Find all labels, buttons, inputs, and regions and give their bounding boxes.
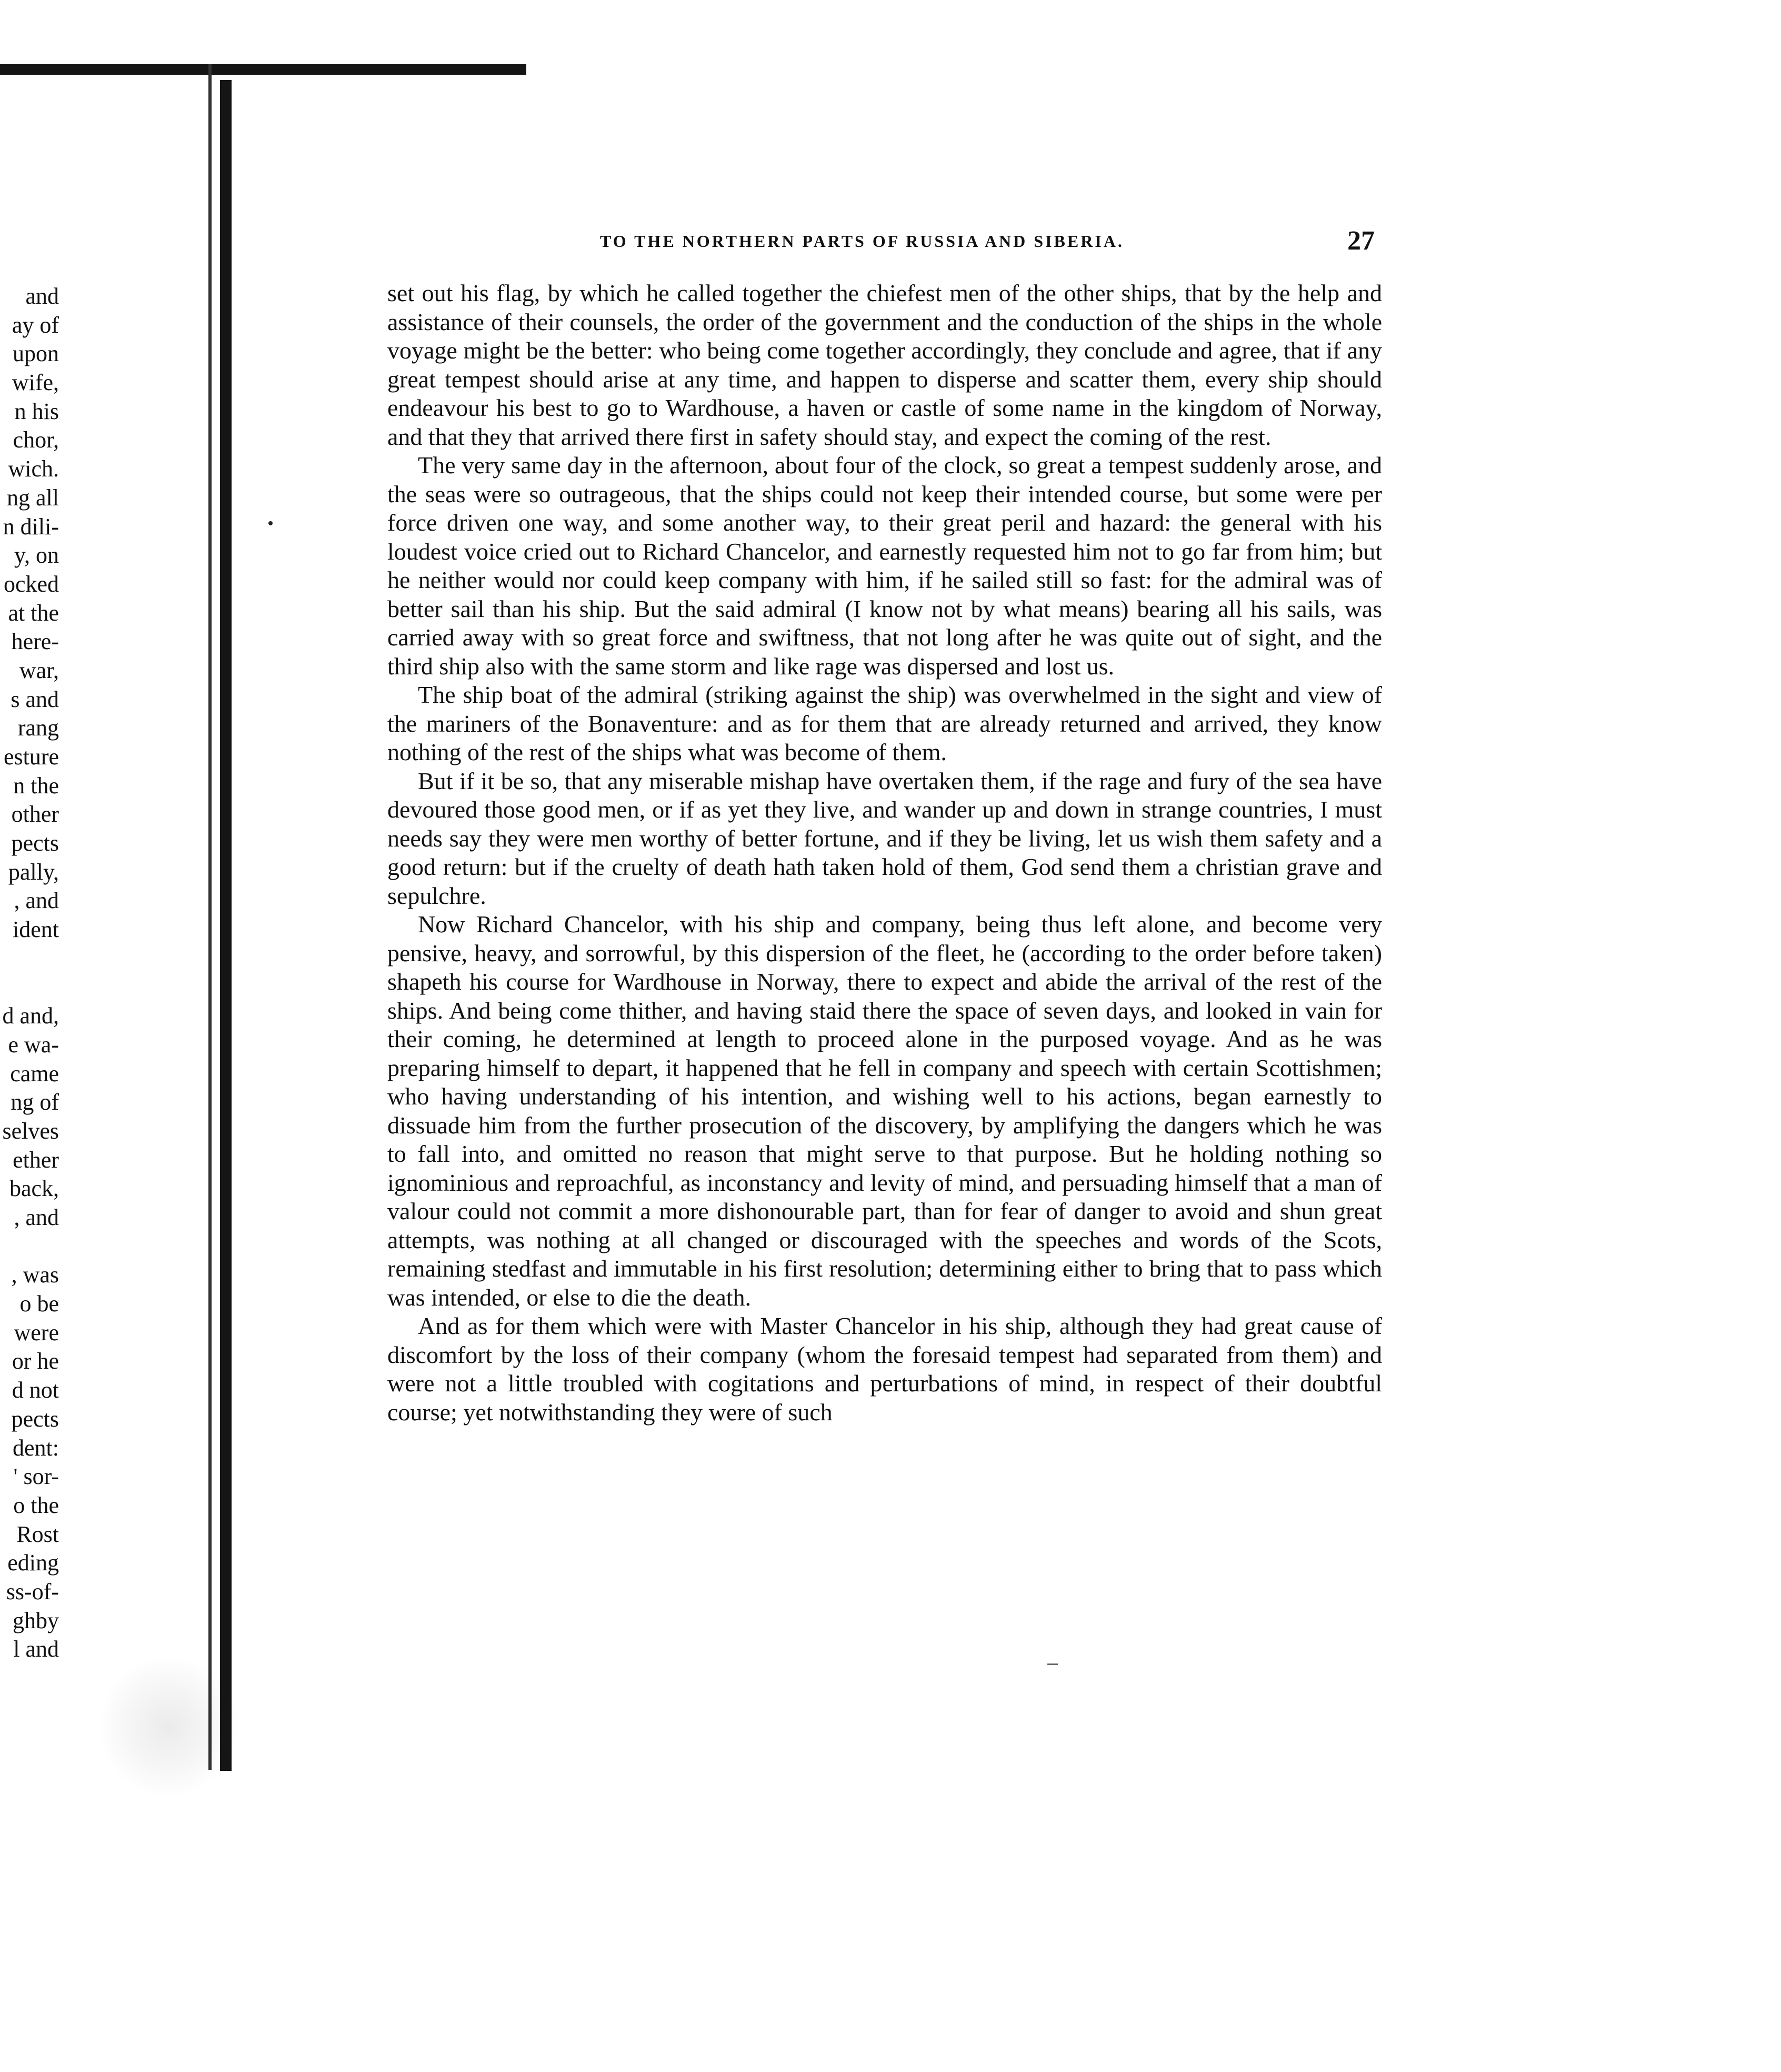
facing-page-fragment: other xyxy=(11,801,59,828)
body-text xyxy=(387,279,1382,1427)
body-paragraph: The ship boat of the admiral (striking against the ship) was overwhelmed in the sight and view of the mariners of the Bonaventure: and as for them that are already returned and arrived, they know nothing of the rest of the ships what was become of them. xyxy=(387,681,1382,765)
facing-page-fragment: dent: xyxy=(13,1435,59,1461)
facing-page-fragment: d not xyxy=(12,1377,59,1403)
facing-page-fragment: and xyxy=(25,283,59,309)
facing-page-fragments xyxy=(0,282,59,1664)
facing-page-fragment: or he xyxy=(12,1348,59,1374)
facing-page-fragment: pally, xyxy=(8,859,59,885)
facing-page-fragment: ghby xyxy=(13,1607,59,1633)
facing-page-fragment: wife, xyxy=(12,370,59,396)
facing-page-fragment xyxy=(0,944,59,973)
facing-page-fragment: at the xyxy=(8,600,59,626)
running-title: TO THE NORTHERN PARTS OF RUSSIA AND SIBERIA. xyxy=(600,232,1124,251)
facing-page-fragment: selves xyxy=(2,1118,59,1144)
facing-page-fragment: were xyxy=(14,1319,59,1346)
facing-page-fragment: ether xyxy=(13,1147,59,1173)
facing-page-fragment: ident xyxy=(13,917,59,943)
facing-page-fragment: y, on xyxy=(14,542,59,569)
facing-page-fragment: esture xyxy=(3,744,59,770)
facing-page-fragment: came xyxy=(10,1060,59,1087)
facing-page-fragment: d and, xyxy=(2,1003,59,1029)
facing-page-fragment: pects xyxy=(11,1406,59,1432)
facing-page-fragment: chor, xyxy=(13,427,59,453)
body-paragraph: But if it be so, that any miserable mishap have overtaken them, if the rage and fury of the sea have devoured those good men, or if as yet they live, and wander up and down in strange countries, I must needs say they were men worthy of better fortune, and if they be living, let us wish them safety and a good return: but if the cruelty of death hath taken hold of them, God send them a christian grave and sepulchre. xyxy=(387,767,1382,909)
facing-page-fragment: back, xyxy=(9,1176,59,1202)
facing-page-fragment: , was xyxy=(11,1262,59,1288)
gutter-rule xyxy=(220,80,232,1771)
facing-page-fragment: here- xyxy=(11,629,59,655)
facing-page-fragment: ng of xyxy=(11,1089,59,1115)
facing-page-fragment: s and xyxy=(11,686,59,712)
facing-page-fragment: upon xyxy=(13,341,59,367)
facing-page-fragment: rang xyxy=(17,715,59,741)
facing-page-fragment: ng all xyxy=(7,484,59,511)
facing-page-fragment: wich. xyxy=(8,456,59,482)
body-paragraph: And as for them which were with Master Chancelor in his ship, although they had great cause of discomfort by the loss of their company (whom the foresaid tempest had separated from them) and were not a little troubled with cogitations and perturbations of mind, in respect of their doubtful course; yet notwithstanding they were of such xyxy=(387,1312,1382,1426)
facing-page-fragment: ay of xyxy=(12,312,59,338)
body-paragraph: Now Richard Chancelor, with his ship and company, being thus left alone, and become very pensive, heavy, and sorrowful, by this dispersion of the fleet, he (according to the order before taken) shapeth his course for Wardhouse in Norway, there to expect and abide the arrival of the rest of the ships. And being come thither, and having staid there the space of seven days, and looked in vain for their coming, he determined at length to proceed alone in the purposed voyage. And as he was preparing himself to depart, it happened that he fell in company and speech with certain Scottishmen; who having understanding of his intention, and wishing well to his actions, began earnestly to dissuade him from the further prosecution of the discovery, by amplifying the dangers which he was to fall into, and omitted no reason that might serve to that purpose. But he holding nothing so ignominious and reproachful, as inconstancy and levity of mind, and persuading himself that a man of valour could not commit a more dishonourable part, than for fear of danger to avoid and shun great attempts, was nothing at all changed or discouraged with the speeches and words of the Scots, remaining stedfast and immutable in his first resolution; determining either to bring that to pass which was intended, or else to die the death. xyxy=(387,911,1382,1311)
facing-page-fragment: ss-of- xyxy=(6,1578,59,1605)
facing-page-fragment xyxy=(0,1232,59,1261)
facing-page-fragment: l and xyxy=(13,1636,59,1662)
facing-page-fragment: , and xyxy=(14,888,59,914)
facing-page-fragment: o be xyxy=(19,1291,59,1317)
page-number: 27 xyxy=(1347,226,1375,256)
facing-page-fragment: eding xyxy=(7,1550,59,1576)
facing-page-fragment: pects xyxy=(11,830,59,856)
body-paragraph: set out his flag, by which he called together the chiefest men of the other ships, that by the help and assistance of their counsels, the order of the government and the conduction of the ships in the whole voyage might be the better: who being come together accordingly, they conclude and agree, that if any great tempest should arise at any time, and happen to disperse and scatter them, every ship should endeavour his best to go to Wardhouse, a haven or castle of some name in the kingdom of Norway, and that they that arrived there first in safety should stay, and expect the coming of the rest. xyxy=(387,280,1382,450)
stray-ink-dot xyxy=(268,521,273,525)
top-rule xyxy=(0,64,526,75)
body-paragraph: The very same day in the afternoon, about four of the clock, so great a tempest suddenly arose, and the seas were so outrageous, that the ships could not keep their intended course, but some were per force driven one way, and some another way, to their great peril and hazard: the general with his loudest voice cried out to Richard Chancelor, and earnestly requested him not to go far from him; but he neither would nor could keep company with him, if he sailed still so fast: for the admiral was of better sail than his ship. But the said admiral (I know not by what means) bearing all his sails, was carried away with so great force and swiftness, that not long after he was quite out of sight, and the third ship also with the same storm and like rage was dispersed and lost us. xyxy=(387,452,1382,680)
facing-page-fragment: , and xyxy=(14,1204,59,1230)
facing-page-fragment: Rost xyxy=(16,1521,59,1547)
facing-page-fragment xyxy=(0,973,59,1002)
facing-page-fragment: ocked xyxy=(3,571,59,597)
facing-page-fragment: o the xyxy=(13,1492,59,1518)
bottom-mark xyxy=(1047,1663,1058,1665)
paper-smudge xyxy=(95,1658,242,1795)
facing-page-fragment: n the xyxy=(13,772,59,799)
facing-page-fragment: war, xyxy=(19,657,59,683)
facing-page-fragment: e wa- xyxy=(8,1031,59,1058)
facing-page-fragment: n dili- xyxy=(3,513,59,540)
facing-page-fragment: ' sor- xyxy=(13,1463,59,1490)
gutter-edge-rule xyxy=(208,64,212,1770)
facing-page-fragment: n his xyxy=(14,398,59,424)
